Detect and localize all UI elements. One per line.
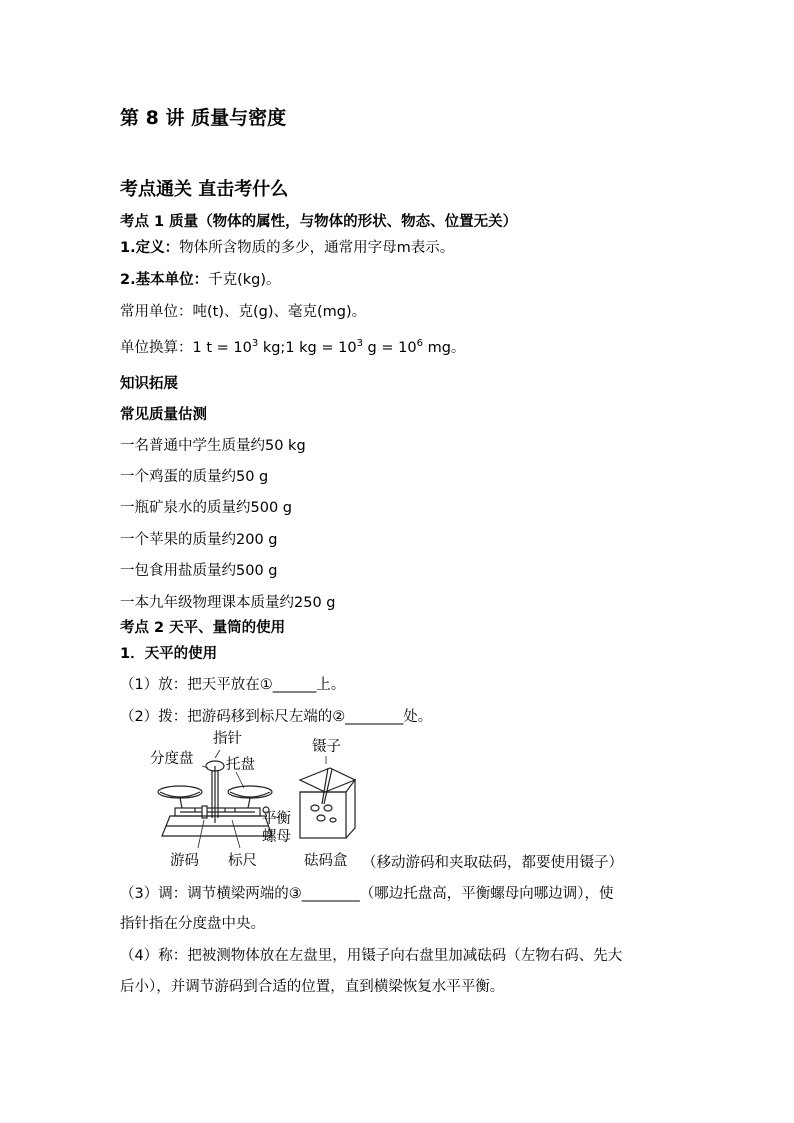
label-weight-box: 砝码盒 (304, 853, 348, 869)
label-dial: 分度盘 (150, 751, 194, 767)
estimate-item: 一瓶矿泉水的质量约500 g (120, 500, 292, 516)
label-rider: 游码 (170, 853, 199, 869)
label-pan: 托盘 (226, 757, 255, 773)
conv-part: mg。 (422, 340, 466, 356)
figure-note: （移动游码和夹取砝码，都要使用镊子） (362, 855, 623, 871)
base-unit-text: 千克(kg)。 (208, 272, 281, 288)
step-weigh-line2: 后小），并调节游码到合适的位置，直到横梁恢复水平平衡。 (120, 979, 505, 995)
estimate-item: 一个鸡蛋的质量约50 g (120, 469, 269, 485)
conv-part: 单位换算：1 t = 10 (120, 340, 252, 356)
label-tweezers: 镊子 (312, 739, 341, 755)
conv-exponent: 3 (251, 338, 259, 349)
balance-figure (140, 728, 660, 878)
step-adjust-line1: （3）调：调节横梁两端的③________（哪边托盘高，平衡螺母向哪边调），使 (120, 886, 614, 902)
section-heading: 考点通关 直击考什么 (120, 179, 289, 200)
kp2-heading: 考点 2 天平、量筒的使用 (120, 620, 286, 636)
estimate-item: 一个苹果的质量约200 g (120, 532, 278, 548)
conv-exponent: 3 (356, 338, 363, 349)
definition-line (120, 238, 454, 258)
step-place: （1）放：把天平放在①______上。 (120, 677, 346, 693)
estimate-item: 一包食用盐质量约500 g (120, 563, 278, 579)
knowledge-extension-title: 知识拓展 (120, 376, 178, 392)
lecture-title: 第 8 讲 质量与密度 (120, 107, 287, 129)
conv-exponent: 6 (416, 338, 423, 349)
label-pointer: 指针 (213, 731, 242, 747)
definition-label: 1.定义： (120, 240, 180, 256)
unit-conversion-line (120, 338, 465, 358)
step-move-rider: （2）拨：把游码移到标尺左端的②________处。 (120, 709, 433, 725)
base-unit-line (120, 270, 281, 290)
label-balance-nut-2: 螺母 (262, 829, 291, 845)
label-scale: 标尺 (228, 853, 257, 869)
step-adjust-line2: 指针指在分度盘中央。 (120, 916, 265, 932)
balance-usage-title: 1．天平的使用 (120, 646, 218, 662)
kp1-heading: 考点 1 质量（物体的属性，与物体的形状、物态、位置无关） (120, 214, 518, 230)
common-units-line: 常用单位：吨(t)、克(g)、毫克(mg)。 (120, 304, 367, 320)
conv-part: g = 10 (362, 340, 417, 356)
estimate-item: 一本九年级物理课本质量约250 g (120, 595, 336, 611)
estimate-item: 一名普通中学生质量约50 kg (120, 438, 306, 454)
mass-estimate-title: 常见质量估测 (120, 407, 207, 423)
label-balance-nut-1: 平衡 (262, 811, 291, 827)
definition-text: 物体所含物质的多少，通常用字母m表示。 (179, 240, 455, 256)
base-unit-label: 2.基本单位： (120, 272, 209, 288)
step-weigh-line1: （4）称：把被测物体放在左盘里，用镊子向右盘里加减砝码（左物右码、先大 (120, 948, 623, 964)
conv-part: kg;1 kg = 10 (258, 340, 357, 356)
